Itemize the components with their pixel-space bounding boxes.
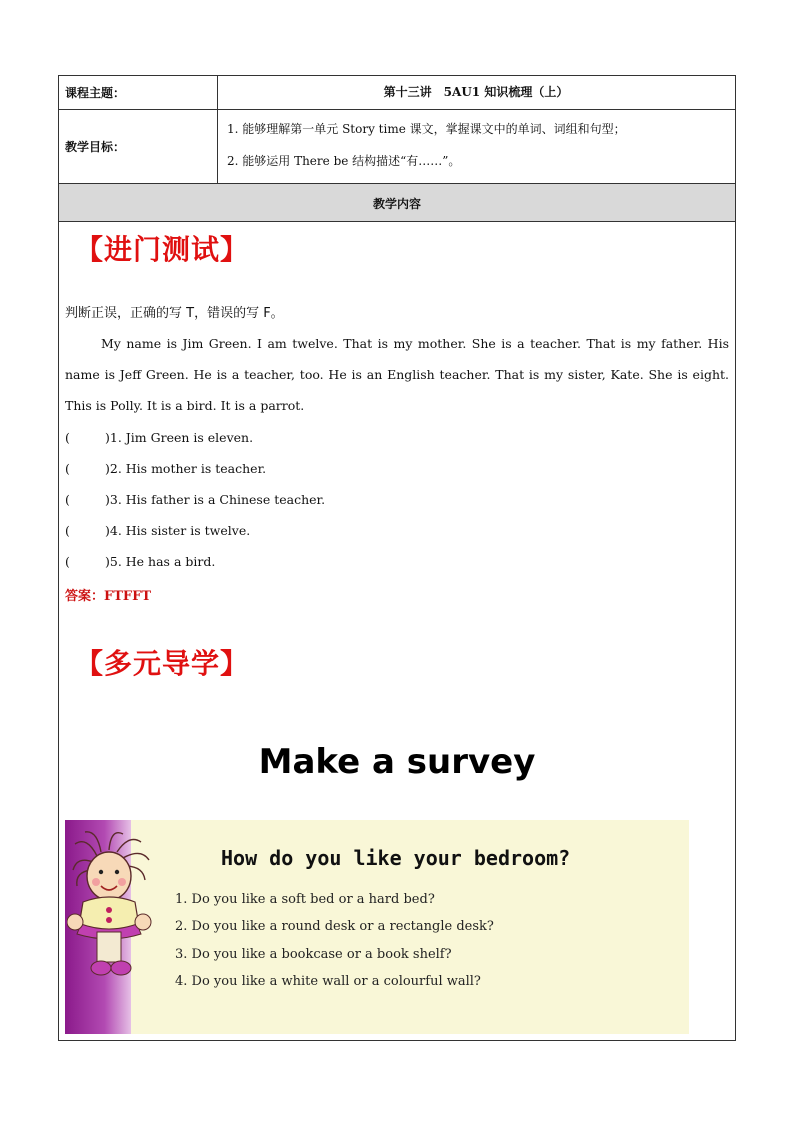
objective-label: 教学目标： — [65, 140, 126, 154]
question-2 — [65, 461, 266, 476]
answer-key: 答案：FTFFT — [65, 589, 152, 604]
question-1 — [65, 430, 253, 445]
card-title: How do you like your bedroom? — [221, 846, 571, 870]
question-5 — [65, 554, 215, 569]
topic-row — [59, 76, 735, 110]
survey-question-2: 2. Do you like a round desk or a rectangle desk? — [175, 919, 494, 934]
answer-blank[interactable]: ( — [65, 430, 70, 445]
answer-blank[interactable]: ( — [65, 554, 70, 569]
question-4 — [65, 523, 250, 538]
question-text: )5. He has a bird. — [105, 554, 216, 569]
question-text: )1. Jim Green is eleven. — [105, 430, 254, 445]
question-text: )4. His sister is twelve. — [105, 523, 251, 538]
answer-blank[interactable]: ( — [65, 492, 70, 507]
objective-row — [59, 110, 735, 184]
survey-question-4: 4. Do you like a white wall or a colourful wall? — [175, 974, 481, 989]
entry-test-title: 【进门测试】 — [75, 233, 250, 266]
objective-2: 2. 能够运用 There be 结构描述“有……”。 — [227, 154, 461, 168]
objective-1: 1. 能够理解第一单元 Story time 课文，掌握课文中的单词、词组和句型； — [227, 122, 626, 136]
instruction-text: 判断正误，正确的写 T，错误的写 F。 — [65, 306, 284, 321]
question-text: )2. His mother is teacher. — [105, 461, 267, 476]
topic-label: 课程主题： — [65, 86, 126, 100]
reading-passage: My name is Jim Green. I am twelve. That is my mother. She is a teacher. That is my father. His name is Jeff Green. He is a teacher, too. He is an English teacher. That is my sister, Kate. She is eight. This is Polly. It is a bird. It is a parrot. — [65, 336, 729, 413]
question-3 — [65, 492, 325, 507]
answer-blank[interactable]: ( — [65, 461, 70, 476]
survey-question-3: 3. Do you like a bookcase or a book shelf? — [175, 947, 452, 962]
survey-card — [65, 820, 689, 1034]
survey-question-1: 1. Do you like a soft bed or a hard bed? — [175, 892, 435, 907]
lesson-table — [58, 75, 736, 1041]
doll-illustration-icon — [67, 826, 163, 986]
topic-value: 第十三讲 5AU1 知识梳理（上） — [383, 85, 569, 99]
answer-blank[interactable]: ( — [65, 523, 70, 538]
guided-learning-title: 【多元导学】 — [75, 647, 250, 680]
content-heading: 教学内容 — [372, 197, 421, 211]
question-text: )3. His father is a Chinese teacher. — [105, 492, 326, 507]
content-heading-row — [59, 184, 735, 222]
survey-title: Make a survey — [258, 742, 536, 782]
